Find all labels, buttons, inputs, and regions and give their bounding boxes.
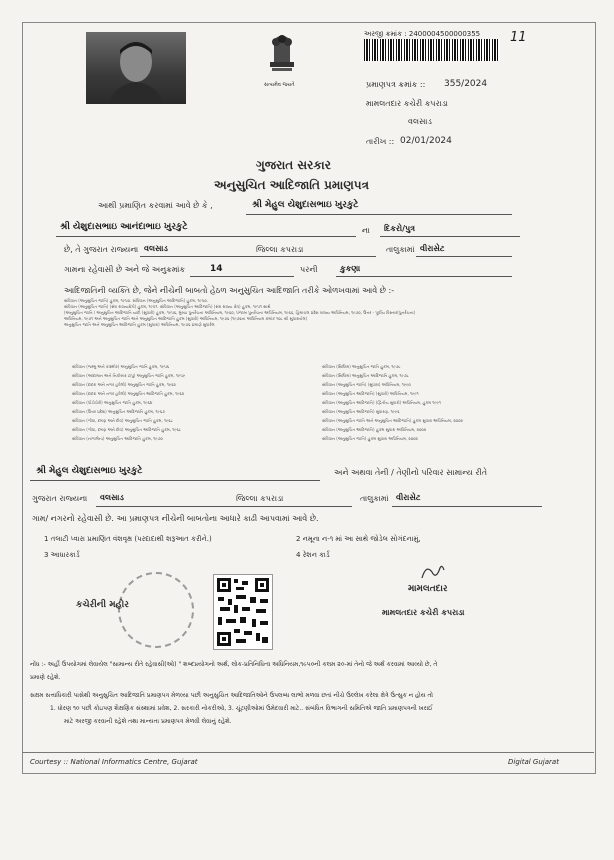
note-line: માટે અરજી કરવાની રહેશે તથા માન્યતા પ્રમાણપત્ર મેળવી લેવાનું રહેશે. [64, 718, 232, 725]
office-stamp [118, 572, 194, 648]
order-line: સંવિધાન (અનુસુચિત જાતિ) હુકમ, ૧૯૫૦. સંવિધાન (અનુસુચિત આદિજાતિ) હુકમ, ૧૯૫૦. [64, 298, 209, 303]
office-district: વલસાડ [408, 117, 432, 126]
basis-item: 2 નમૂના ન-૧ માં આ સાથે જોડેલ સોગંદનામું, [296, 535, 421, 543]
relation-value: દિકરો/પુત્ર [384, 224, 416, 233]
certificate-title: અનુસુચિત આદિજાતિ પ્રમાણપત્ર [214, 178, 369, 192]
government-title: ગુજરાત સરકાર [256, 158, 331, 172]
family-text: અને અથવા તેની / તેણીનો પરિવાર સામાન્ય રીતે [334, 468, 488, 477]
taluka-label-2: તાલુકામાં [360, 494, 389, 503]
tribe-line: આદિજાતિની વ્યક્તિ છે, જેને નીચેની બાબતો હેઠળ અનુસુચિત આદિજાતિ તરીકે ઓળખવામાં આવે છે :- [64, 286, 395, 295]
order-left-item: સંવિધાન (નાગાલેન્ડ) અનુસુચિત આદિજાતિ હુકમ, ૧૯૭૦ [72, 436, 163, 441]
note-line: સક્ષમ સત્તાધિકારી પાસેથી અનુસુચિત આદિજાતિ પ્રમાણપત્ર મેળવ્યા પછી અનુસુચિત આદિજાતિઓને ઉપલબ્ધ લાભો મળવા છતાં નીચે ઉલ્લેખ કરેલા ક્ષેત્રે ઉત્સુક ન હોય તો [30, 692, 434, 699]
note-line: પ્રમાણે રહેશે. [30, 674, 61, 681]
order-line: સંવિધાન (અનુસુચિત જાતિ) (સંઘ રાજ્યક્ષેત્રો) હુકમ, ૧૯૫૧. સંવિધાન (અનુસુચિત આદિજાતિ) (સંઘ રાજ્ય ક્ષેત્ર) હુકમ, ૧૯૫૧ સાથે [64, 304, 271, 309]
order-left-item: સંવિધાન (આંદામાન અને નિકોબાર ટાપુ) અનુસુચિત જાતિ હુકમ, ૧૯૫૯ [72, 373, 186, 378]
village-value: વીરાસેટ [420, 244, 445, 253]
order-right-item: સંવિધાન (અનુસુચિત આદિજાતિ) હુકમ સુધારા અધિનિયમ, ૨૦૦૨ [322, 427, 427, 432]
order-left-item: સંવિધાન (દાદરા અને નગર હવેલી) અનુસુચિત આદિજાતિ હુકમ, ૧૯૬૨ [72, 391, 185, 396]
order-left-item: સંવિધાન (દાદરા અને નગર હવેલી) અનુસુચિત જાતિ હુકમ, ૧૯૬૨ [72, 382, 176, 387]
relation-prefix: ના [362, 226, 370, 235]
tribe-name: કુકણા [340, 264, 361, 273]
serial-suffix: પરની [300, 265, 318, 274]
applicant-name: શ્રી મેહુલ યેશુદાસભાઇ ખુરકુટે [252, 200, 359, 210]
cert-number-label: પ્રમાણપત્ર ક્રમાંક :: [366, 80, 426, 89]
district-suffix-2: જિલ્લા કપરાડા [236, 494, 284, 503]
order-right-item: સંવિધાન (અનુસુચિત જાતિ) હુકમ સુધારા અધિનિયમ, ૨૦૦૨ [322, 436, 418, 441]
cert-number: 355/2024 [444, 79, 488, 89]
applicant-photo [86, 32, 186, 104]
father-name: શ્રી યેશુદાસભાઇ આનંદાભાઇ ખુરકુટે [60, 222, 188, 232]
issue-date: 02/01/2024 [400, 136, 452, 146]
order-right-item: સંવિધાન (અનુસુચિત જાતિ) (સુધારા) અધિનિયમ, ૧૯૯૦ [322, 382, 411, 387]
order-right-item: સંવિધાન (અનુસુચિત જાતિ અને અનુસુચિત આદિજાતિ) હુકમ સુધારા અધિનિયમ, ૨૦૦૨ [322, 418, 463, 423]
note-line: નોંધ :- અહીં ઉપયોગમાં લેવાયેલ "સામાન્ય રીતે રહેવાસી(ઓ) " શબ્દપ્રયોગનો અર્થ, લોક-પ્રતિનિધિત્વ અધિનિયમ,૧૯૫૦ની કલમ ૨૦-માં તેનો જે અર્થ કરવામાં આવ્યો છે, તે [30, 661, 438, 668]
basis-item: 3 આધારકાર્ડ [44, 551, 80, 559]
district-suffix: જિલ્લા કપરાડા [256, 245, 304, 254]
taluka-label: તાલુકામાં [386, 245, 415, 254]
order-line: અનુસુચિત જાતિ અને અનુસુચિત આદિજાતિ હુકમ (સુધારા) અધિનિયમ, ૧૯૭૬ પ્રમાણે સુધારેલ [64, 322, 215, 327]
basis-item: 4 રેશન કાર્ડ [296, 551, 330, 559]
barcode [364, 39, 500, 61]
order-left-item: સંવિધાન (પોંડીચેરી) અનુસુચિત જાતિ હુકમ, ૧૯૬૪ [72, 400, 153, 405]
district-value: વલસાડ [144, 244, 168, 253]
order-left-item: સંવિધાન (ગોવા, દમણ અને દીવ) અનુસુચિત આદિજાતિ હુકમ, ૧૯૬૮ [72, 427, 182, 432]
officer-title: મામલતદાર [408, 584, 448, 594]
applicant-name-2: શ્રી મેહુલ યેશુદાસભાઇ ખુરકુટે [36, 466, 143, 476]
certify-text: આથી પ્રમાણિત કરવામાં આવે છે કે , [98, 201, 213, 210]
village-text: ગામના રહેવાસી છે અને જે અનુક્રમાંક [64, 265, 186, 274]
orders-block [64, 298, 564, 328]
officer-office: મામલતદાર કચેરી કપરાડા [382, 608, 465, 617]
date-label: તારીખ :: [366, 137, 395, 146]
orders-right [322, 362, 572, 443]
order-left-item: સંવિધાન (ગોવા, દમણ અને દીવ) અનુસુચિત જાતિ હુકમ, ૧૯૬૮ [72, 418, 173, 423]
district-value-2: વલસાડ [100, 493, 124, 502]
handwritten-mark: 11 [510, 30, 527, 45]
application-number: અરજી ક્રમાંક : 2400004500000355 [364, 30, 481, 38]
orders-left [72, 362, 312, 443]
order-right-item: સંવિધાન (અનુસુચિત આદિજાતિ) (સુધારો) અધિનિયમ, ૧૯૯૧ [322, 391, 419, 396]
state-text: છે, તે ગુજરાત રાજ્યના [64, 245, 139, 254]
order-right-item: સંવિધાન (અનુસુચિત આદિજાતિ) સુધારણ, ૧૯૯૬ [322, 409, 400, 414]
order-line: અધિનિયમ, ૧૯૭૧ અને અનુસુચિત જાતિ અને અનુસુચિત આદિજાતિ હુકમ (સુધારો) અધિનિયમ, ૧૯૭૬ (૧૯૭૬ના અધિનિયમ ક્રમાંક ૧૦૮ થી સુધારાયેલ) [64, 316, 308, 321]
order-line: (અનુસુચિત જાતિ / અનુસુચિત આદિજાતિ યાદી (સુધારો) હુકમ, ૧૯૫૬, મુંબઇ પુનર્રચના અધિનિયમ, ૧૯૬૦, પંજાબ પુનર્રચના અધિનિયમ, ૧૯૬૬, હિમાચલ પ્રદેશ રાજ્ય અધિનિયમ, ૧૯૭૦, ઉત્તર - પૂર્વીય વિસ્તાર(પુનર્રચના) [64, 310, 416, 315]
residence-line: ગામ/ નગરનો રહેવાસી છે. આ પ્રમાણપત્ર નીચેની બાબતોના આધારે કાઢી આપવામાં આવે છે. [32, 514, 319, 523]
order-right-item: સંવિધાન (સિક્કિમ) અનુસુચિત જાતિ હુકમ, ૧૯૭૮ [322, 364, 401, 369]
village-value-2: વીરાસેટ [396, 493, 421, 502]
order-right-item: સંવિધાન (અનુસુચિત આદિજાતિ) (દ્વિતીય સુધારો) અધિનિયમ, હુકમ ૧૯૯૧ [322, 400, 441, 405]
office-seal-label: કચેરીની મહોર [76, 600, 129, 610]
footer-courtesy: Courtesy :: National Informatics Centre, Gujarat [30, 758, 198, 766]
order-left-item: સંવિધાન (જમ્મુ અને કાશ્મીર) અનુસુચિત જાતિ હુકમ, ૧૯૫૬ [72, 364, 169, 369]
footer-brand: Digital Gujarat [508, 758, 559, 766]
officer-signature [418, 562, 446, 584]
basis-item: 1 તલાટી પ્વારા પ્રમાણિત વંશવૃક્ષ (પરદાદાથી શરૂઆત કરીને.) [44, 535, 212, 543]
order-right-item: સંવિધાન (સિક્કિમ) અનુસુચિત આદિજાતિ હુકમ, ૧૯૭૮ [322, 373, 409, 378]
office-name: મામલતદાર કચેરી કપરાડા [366, 99, 449, 108]
note-line: 1. ધોરણ ૧૦ પછી કોઇપણ શૈક્ષણિક સંસ્થામાં પ્રવેશ, 2. સરકારી નોકરીઓ, 3. ચૂંટણીઓમાં ઉમેદવારી માટે.. સંબંધિત વિભાગની સમિતિએ જાતિ પ્રમાણપત્રની ખરાઈ [50, 705, 433, 712]
emblem-caption: સત્યમેવ જયતે [264, 82, 295, 88]
qr-code [213, 574, 273, 650]
order-left-item: સંવિધાન (ઉત્તર પ્રદેશ) અનુસુચિત આદિજાતિ હુકમ, ૧૯૬૭ [72, 409, 165, 414]
state-text-2: ગુજરાત રાજ્યના [32, 494, 88, 503]
serial-number: 14 [210, 264, 223, 274]
emblem-icon [262, 30, 302, 80]
